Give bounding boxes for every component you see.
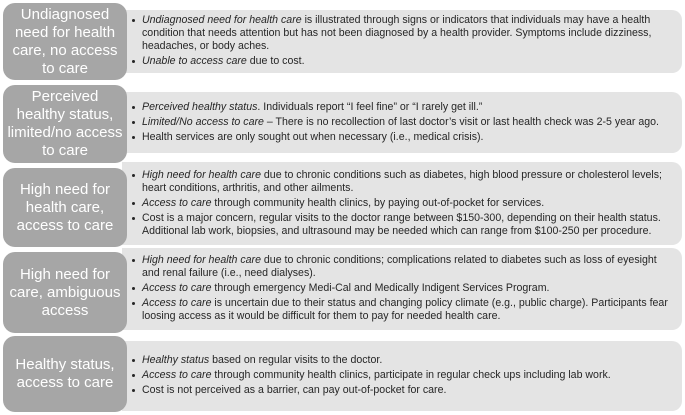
bullet-item [132,212,676,238]
description-box-undiagnosed [122,10,682,73]
bullet-emphasis: High need for health care [142,254,261,266]
bullet-emphasis: High need for health care [142,168,261,181]
bullet-emphasis: Unable to access care [142,55,247,67]
bullet-text: based on regular visits to the doctor. [209,354,383,366]
bullet-item [132,369,676,382]
bullet-emphasis: Access to care [142,369,212,381]
category-label-high-need-ambiguous [3,252,127,333]
category-label-text: High need for care, ambiguous access [9,265,121,319]
bullet-emphasis: Healthy status [142,354,210,366]
bullet-emphasis: Undiagnosed need for health care [142,14,302,26]
bullet-text: Cost is a major concern, regular visits to the doctor range between $150-300, depending on their health status. Additional lab work, biopsies, and ultrasound may be needed which can range from $100-250 per procedure. [142,211,661,237]
bullet-text: due to cost. [246,55,305,67]
bullet-text: through emergency Medi-Cal and Medically Indigent Services Program. [211,282,550,294]
bullet-item [132,169,676,195]
bullet-text: through community health clinics, by paying out-of-pocket for services. [211,196,545,209]
bullet-item [132,384,676,397]
bullet-text: due to chronic conditions; complications related to diabetes such as loss of eyesight and renal failure (i.e., need dialyses). [142,254,657,279]
category-label-text: Healthy status, access to care [15,356,115,391]
bullet-item [132,101,676,114]
bullet-text: Health services are only sought out when necessary (i.e., medical crisis). [142,130,484,143]
bullet-emphasis: Access to care [142,196,212,209]
category-label-high-need-access [3,168,127,247]
bullet-text: . Individuals report “I feel fine” or “I rarely get ill.” [257,100,483,113]
bullet-text: through community health clinics, participate in regular check ups including lab work. [211,369,611,381]
bullet-text: – There is no recollection of last doctor’s visit or last health check was 2-5 year ago. [263,115,659,128]
bullet-item [132,254,676,280]
bullet-item [132,197,676,210]
category-label-healthy-access [3,336,127,412]
bullet-emphasis: Access to care [142,297,212,309]
category-label-undiagnosed [3,3,127,80]
category-label-perceived-healthy [3,85,127,163]
description-box-perceived-healthy [122,92,682,153]
bullet-emphasis: Perceived healthy status [142,100,258,113]
description-box-high-need-access [122,162,682,245]
description-box-healthy-access [122,341,682,411]
bullet-item [132,14,676,53]
bullet-item [132,354,676,367]
bullet-emphasis: Access to care [142,282,212,294]
bullet-item [132,55,676,68]
category-label-text: Perceived healthy status, limited/no access to care [7,88,123,159]
bullet-text: is illustrated through signs or indicators that individuals may have a health condition that needs attention but has not been diagnosed by a health provider. Symptoms include dizziness, headaches, or body aches. [142,14,652,52]
category-label-text: High need for health care, access to care [16,180,114,234]
bullet-item [132,282,676,295]
bullet-emphasis: Limited/No access to care [142,115,264,128]
category-label-text: Undiagnosed need for health care, no access to care [12,5,118,77]
bullet-item [132,116,676,129]
bullet-text: is uncertain due to their status and changing policy climate (e.g., public charge). Participants fear loosing access as it would be difficult for them to pay for needed health care. [142,297,668,322]
bullet-item [132,131,676,144]
bullet-text: due to chronic conditions such as diabetes, high blood pressure or cholesterol levels; heart conditions, arthritis, and other ailments. [142,168,663,194]
description-box-high-need-ambiguous [122,248,682,330]
bullet-text: Cost is not perceived as a barrier, can pay out-of-pocket for care. [142,384,447,396]
bullet-item [132,297,676,323]
